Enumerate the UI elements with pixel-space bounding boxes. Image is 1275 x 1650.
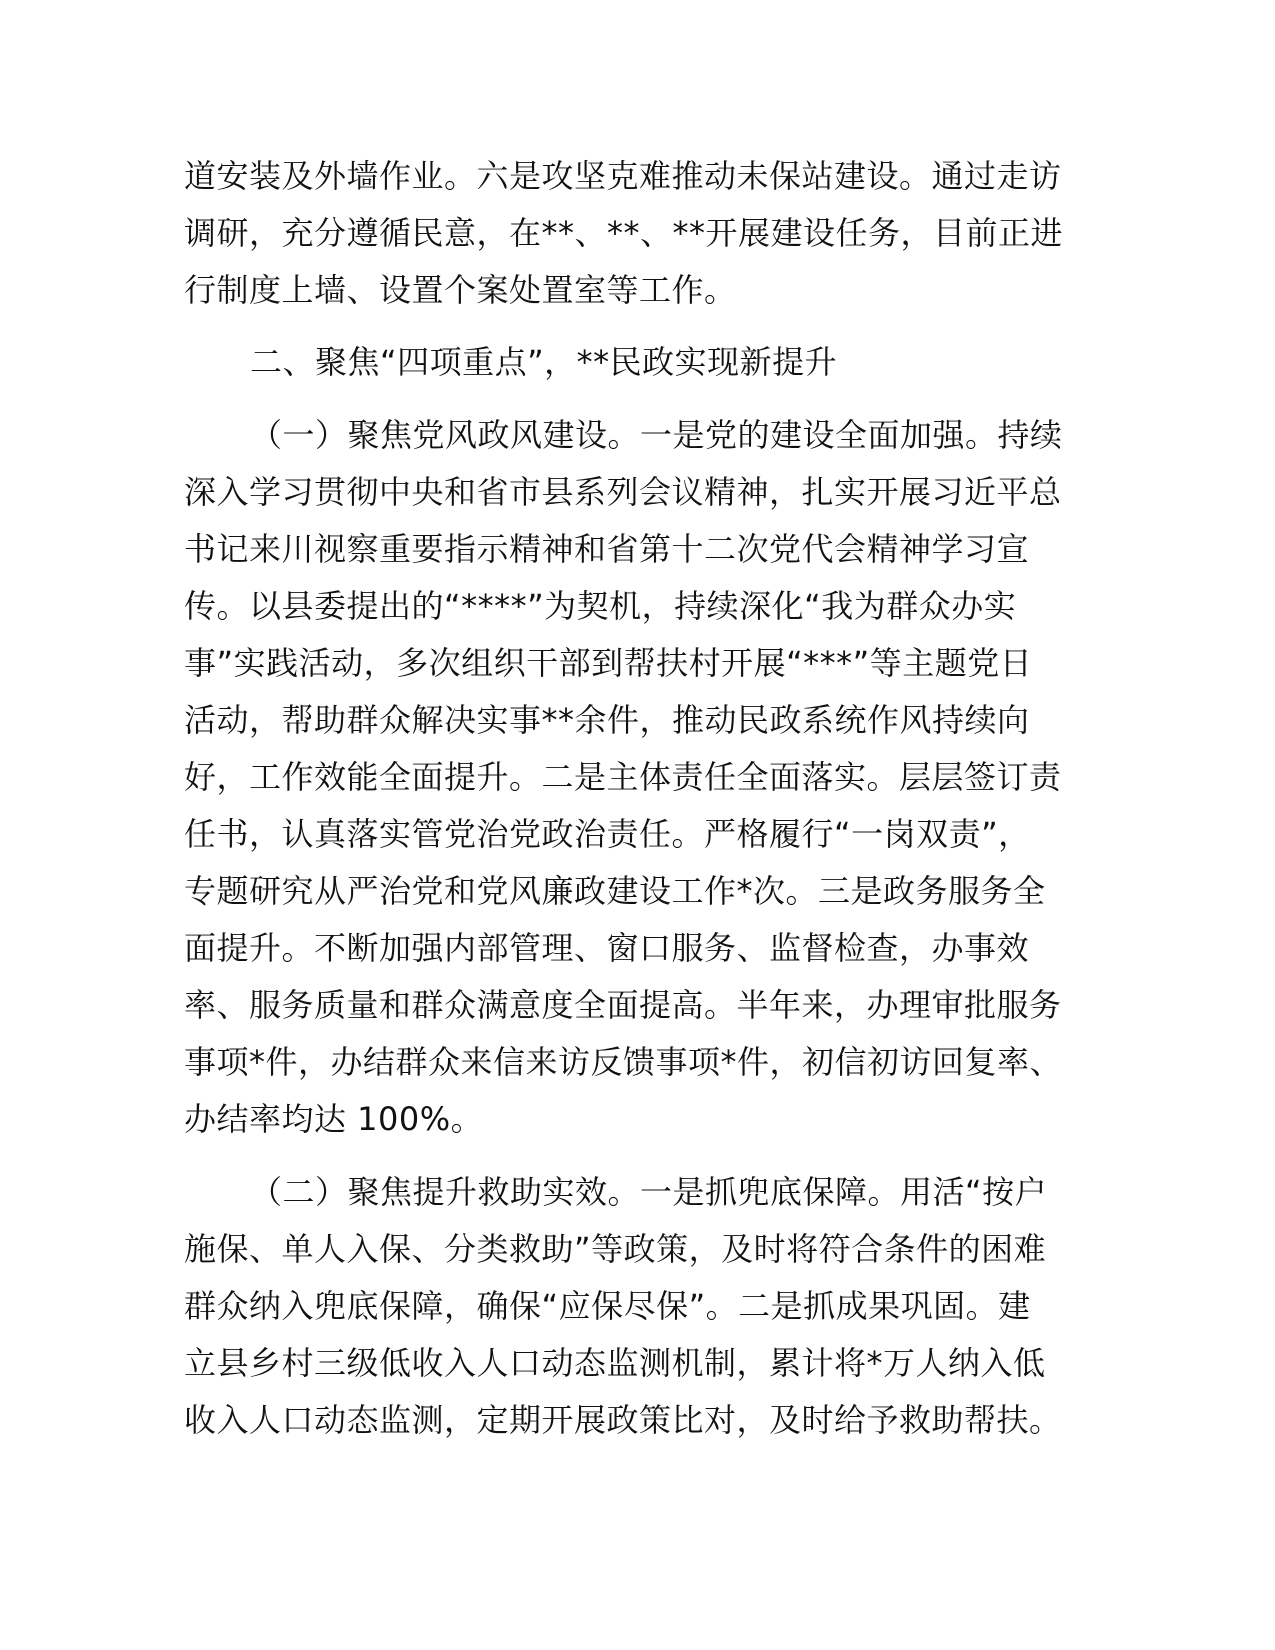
text-line: 办结率均达 100%。 bbox=[184, 1100, 484, 1138]
text-line: 深入学习贯彻中央和省市县系列会议精神，扎实开展习近平总 bbox=[184, 473, 1062, 511]
text-line: 立县乡村三级低收入人口动态监测机制，累计将*万人纳入低 bbox=[184, 1344, 1046, 1382]
subsection-1-paragraph bbox=[184, 407, 1084, 1148]
text-line: 收入人口动态监测，定期开展政策比对，及时给予救助帮扶。 bbox=[184, 1401, 1062, 1439]
text-line: 面提升。不断加强内部管理、窗口服务、监督检查，办事效 bbox=[184, 929, 1030, 967]
subsection-2-paragraph bbox=[184, 1164, 1084, 1449]
text-line: 施保、单人入保、分类救助”等政策，及时将符合条件的困难 bbox=[184, 1230, 1047, 1268]
section-heading bbox=[184, 334, 1084, 391]
text-line: 专题研究从严治党和党风廉政建设工作*次。三是政务服务全 bbox=[184, 872, 1046, 910]
text-line: 好，工作效能全面提升。二是主体责任全面落实。层层签订责 bbox=[184, 758, 1062, 796]
text-line: （一）聚焦党风政风建设。一是党的建设全面加强。持续 bbox=[250, 416, 1063, 454]
document-body bbox=[184, 148, 1084, 1449]
paragraph-continued bbox=[184, 148, 1084, 319]
text-line: 率、服务质量和群众满意度全面提高。半年来，办理审批服务 bbox=[184, 986, 1062, 1024]
text-line: 行制度上墙、设置个案处置室等工作。 bbox=[184, 271, 737, 309]
text-line: 活动，帮助群众解决实事**余件，推动民政系统作风持续向 bbox=[184, 701, 1030, 739]
text-line: 事”实践活动，多次组织干部到帮扶村开展“***”等主题党日 bbox=[184, 644, 1033, 682]
text-line: 道安装及外墙作业。六是攻坚克难推动未保站建设。通过走访 bbox=[184, 157, 1062, 195]
text-line: 传。以县委提出的“****”为契机，持续深化“我为群众办实 bbox=[184, 587, 1017, 625]
text-line: （二）聚焦提升救助实效。一是抓兜底保障。用活“按户 bbox=[250, 1173, 1048, 1211]
heading-line: 二、聚焦“四项重点”，**民政实现新提升 bbox=[250, 343, 838, 381]
text-line: 群众纳入兜底保障，确保“应保尽保”。二是抓成果巩固。建 bbox=[184, 1287, 1031, 1325]
text-line: 调研，充分遵循民意，在**、**、**开展建设任务，目前正进 bbox=[184, 214, 1064, 252]
text-line: 任书，认真落实管党治党政治责任。严格履行“一岗双责”， bbox=[184, 815, 1031, 853]
text-line: 事项*件，办结群众来信来访反馈事项*件，初信初访回复率、 bbox=[184, 1043, 1063, 1081]
text-line: 书记来川视察重要指示精神和省第十二次党代会精神学习宣 bbox=[184, 530, 1030, 568]
